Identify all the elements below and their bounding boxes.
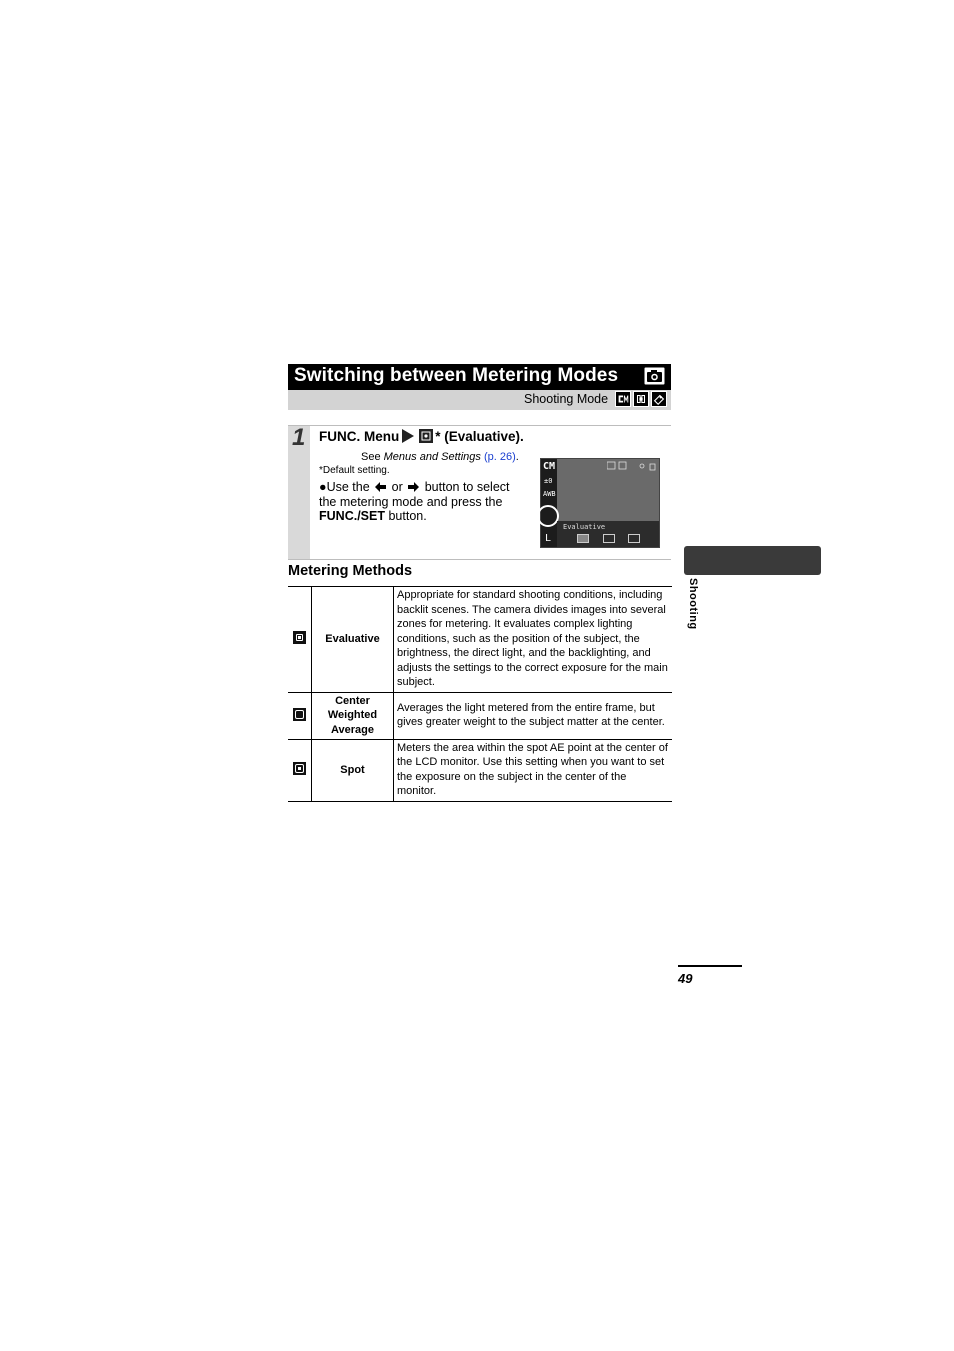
- see-suffix: .: [515, 451, 519, 463]
- lcd-center-weighted-icon: [603, 534, 615, 543]
- selection-ring: [537, 505, 559, 527]
- lcd-evaluative-label: Evaluative: [563, 523, 606, 531]
- bullet-text-c: button.: [388, 509, 427, 523]
- method-name-line: Spot: [340, 763, 365, 776]
- page-number-rule: [678, 965, 742, 967]
- lcd-menu-column: [541, 459, 557, 547]
- section-heading: Metering Methods: [288, 563, 413, 579]
- page-link[interactable]: (p. 26): [483, 451, 516, 463]
- stitch-assist-mode-icon: [633, 391, 649, 407]
- see-reference: [361, 451, 519, 463]
- lcd-mode-glyph: CM: [543, 461, 556, 472]
- func-menu-label: FUNC. Menu: [319, 429, 400, 444]
- evaluative-default-label: * (Evaluative).: [435, 429, 524, 444]
- func-set-label: FUNC./SET: [319, 509, 385, 523]
- table-row: [288, 739, 672, 801]
- table-icon-cell: [288, 739, 312, 801]
- manual-mode-icon: [615, 391, 631, 407]
- lcd-evaluative-icon: [577, 534, 589, 543]
- table-icon-cell: [288, 587, 312, 693]
- lcd-metering-menu: [557, 521, 659, 547]
- method-description: Meters the area within the spot AE point at the center of the LCD monitor. Use this setting when you want to set the exposure on the subject in the center of the monitor.: [394, 739, 673, 801]
- chapter-tab: [684, 546, 821, 575]
- left-arrow-icon: [375, 482, 386, 492]
- lcd-awb-glyph: AWB: [543, 490, 556, 498]
- scene-mode-icon: [651, 391, 667, 407]
- table-icon-cell: [288, 692, 312, 739]
- method-name: [312, 692, 394, 739]
- bullet-or: or: [391, 480, 403, 494]
- evaluative-metering-icon: [419, 429, 433, 443]
- instruction-bullet: [319, 480, 519, 524]
- lcd-size-glyph: L: [545, 533, 552, 544]
- lcd-spot-icon: [628, 534, 640, 543]
- arrow-right-icon: [402, 429, 414, 443]
- camera-icon: [644, 367, 665, 385]
- table-row: [288, 587, 672, 693]
- bullet-text-a: Use the: [326, 480, 370, 494]
- method-name-line: Average: [330, 723, 374, 736]
- right-arrow-icon: [408, 482, 419, 492]
- method-name: [312, 587, 394, 693]
- method-description: Averages the light metered from the entire frame, but gives greater weight to the subject matter at the center.: [394, 692, 673, 739]
- method-name: [312, 739, 394, 801]
- bullet-icon: ●: [319, 480, 327, 494]
- shooting-mode-label: Shooting Mode: [524, 392, 609, 406]
- lcd-status-icons: [607, 461, 657, 471]
- method-description: Appropriate for standard shooting conditions, including backlit scenes. The camera divides images into several zones for metering. It evaluates complex lighting conditions, such as the position of the subject, the brightness, the direct light, and the backlighting, and adjusts the settings to the correct exposure for the main subject.: [394, 587, 673, 693]
- default-note: *Default setting.: [319, 465, 390, 476]
- lcd-screenshot: [540, 458, 660, 548]
- step-number: 1: [292, 424, 306, 451]
- table-row: [288, 692, 672, 739]
- see-prefix: See: [361, 451, 384, 463]
- metering-methods-table: [288, 586, 672, 802]
- page-number: 49: [678, 971, 693, 986]
- method-name-line: Center: [335, 694, 370, 707]
- step-number-column: [288, 426, 310, 559]
- method-name-line: Evaluative: [325, 633, 380, 645]
- bullet-text-b: button to select the metering mode and press the: [319, 480, 510, 509]
- spot-metering-icon: [293, 762, 306, 775]
- method-name-line: Weighted: [327, 709, 378, 722]
- center-weighted-metering-icon: [293, 708, 306, 721]
- evaluative-metering-icon: [293, 631, 306, 644]
- shooting-mode-bar: [288, 390, 671, 410]
- see-title: Menus and Settings: [383, 451, 481, 463]
- chapter-label: Shooting: [687, 578, 699, 630]
- section-title-bar: [288, 364, 671, 390]
- lcd-ev-glyph: ±0: [544, 477, 553, 485]
- step-heading: [319, 429, 524, 444]
- page-title: Switching between Metering Modes: [294, 365, 619, 386]
